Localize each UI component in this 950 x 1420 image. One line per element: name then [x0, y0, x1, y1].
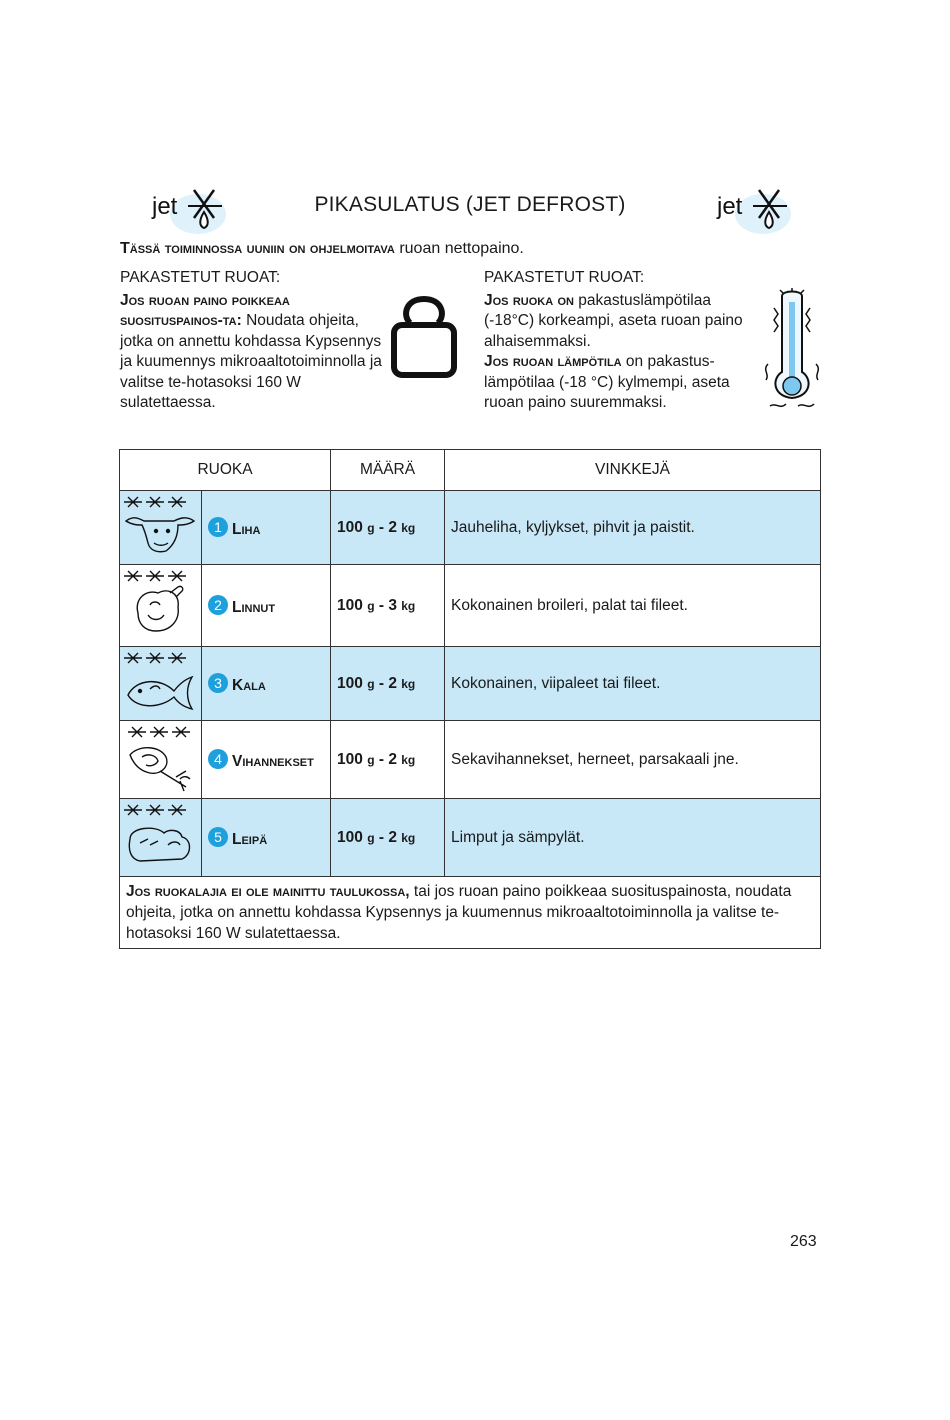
- note-lead: Jos ruokalajia ei ole mainittu taulukossa,: [126, 883, 410, 900]
- right-column: [484, 268, 756, 414]
- row-amount: 100 g - 2 kg: [331, 491, 445, 565]
- page-number: 263: [790, 1233, 817, 1250]
- row-food-name: Linnut: [232, 598, 276, 616]
- intro-text: [120, 240, 524, 258]
- bread-icon: [120, 799, 200, 871]
- row-amount: 100 g - 2 kg: [331, 799, 445, 877]
- header-amount: MÄÄRÄ: [331, 450, 445, 491]
- row-food-cell: [202, 491, 331, 565]
- row-food-name: Kala: [232, 676, 266, 694]
- right-lead-1: Jos ruoka on: [484, 291, 574, 309]
- row-food-cell: [202, 799, 331, 877]
- row-amount: 100 g - 3 kg: [331, 565, 445, 647]
- header-food: RUOKA: [120, 450, 331, 491]
- table-note-row: [120, 877, 821, 949]
- table-row: [120, 721, 821, 799]
- right-paragraph-2: [484, 352, 756, 414]
- row-amount: 100 g - 2 kg: [331, 647, 445, 721]
- cow-icon: [120, 491, 200, 559]
- note-body: tai jos ruoan paino poikkeaa suosituspainosta, noudata ohjeita, jotka on annettu kohdassa Kypsennys ja kuumennus mikroaaltotoiminnolla ja valitse te-hotasoksi 160 W sulatettaessa.: [126, 883, 792, 942]
- row-number-badge: 1: [208, 517, 228, 537]
- row-icon-cell: [120, 799, 202, 877]
- page-title: PIKASULATUS (JET DEFROST): [314, 193, 626, 216]
- table-header-row: [120, 450, 821, 491]
- frozen-thermometer-icon: [760, 288, 824, 416]
- right-lead-2: Jos ruoan lämpötila: [484, 353, 622, 370]
- table-row: [120, 647, 821, 721]
- header-tips: VINKKEJÄ: [445, 450, 821, 491]
- row-icon-cell: [120, 565, 202, 647]
- table-note: [120, 877, 821, 949]
- row-food-name: Vihannekset: [232, 752, 314, 770]
- left-heading: PAKASTETUT RUOAT:: [120, 269, 281, 286]
- right-body-2: on pakastus-lämpötilaa (-18 °C) kylmempi, aseta ruoan paino suuremmaksi.: [484, 353, 730, 411]
- table-row: [120, 565, 821, 647]
- right-body-1: pakastuslämpötilaa (-18°C) korkeampi, aseta ruoan paino alhaisemmaksi.: [484, 291, 743, 350]
- intro-lead: Tässä toiminnossa uuniin on ohjelmoitava: [120, 240, 395, 257]
- row-tip: Jauheliha, kyljykset, pihvit ja paistit.: [445, 491, 821, 565]
- row-food-cell: [202, 721, 331, 799]
- row-icon-cell: [120, 647, 202, 721]
- weight-icon: [388, 293, 460, 381]
- table-row: [120, 491, 821, 565]
- left-column: [120, 268, 388, 414]
- row-icon-cell: [120, 721, 202, 799]
- row-tip: Kokonainen, viipaleet tai fileet.: [445, 647, 821, 721]
- defrost-table: [119, 449, 821, 949]
- row-icon-cell: [120, 491, 202, 565]
- row-food-cell: [202, 647, 331, 721]
- svg-text:jet: jet: [717, 193, 743, 220]
- row-food-name: Liha: [232, 520, 261, 538]
- row-tip: Sekavihannekset, herneet, parsakaali jne.: [445, 721, 821, 799]
- row-tip: Limput ja sämpylät.: [445, 799, 821, 877]
- right-paragraph-1: [484, 291, 756, 353]
- row-number-badge: 3: [208, 673, 228, 693]
- left-paragraph: [120, 291, 388, 414]
- row-number-badge: 4: [208, 749, 228, 769]
- left-lead: Jos ruoan paino poikkeaa suosituspainos-ta:: [120, 291, 290, 329]
- left-body: Noudata ohjeita, jotka on annettu kohdassa Kypsennys ja kuumennys mikroaaltotoiminnolla ja valitse te-hotasoksi 160 W sulatettaessa.: [120, 312, 382, 411]
- row-tip: Kokonainen broileri, palat tai fileet.: [445, 565, 821, 647]
- row-number-badge: 2: [208, 595, 228, 615]
- vegetables-icon: [120, 721, 200, 793]
- table-row: [120, 799, 821, 877]
- row-food-name: Leipä: [232, 830, 268, 848]
- row-number-badge: 5: [208, 827, 228, 847]
- row-amount: 100 g - 2 kg: [331, 721, 445, 799]
- jet-defrost-logo-right: [715, 182, 795, 242]
- jet-defrost-logo-left: [150, 182, 230, 242]
- fish-icon: [120, 647, 200, 715]
- chicken-icon: [120, 565, 200, 641]
- svg-text:jet: jet: [152, 193, 178, 220]
- row-food-cell: [202, 565, 331, 647]
- intro-rest: ruoan nettopaino.: [394, 240, 524, 257]
- right-heading: PAKASTETUT RUOAT:: [484, 269, 645, 286]
